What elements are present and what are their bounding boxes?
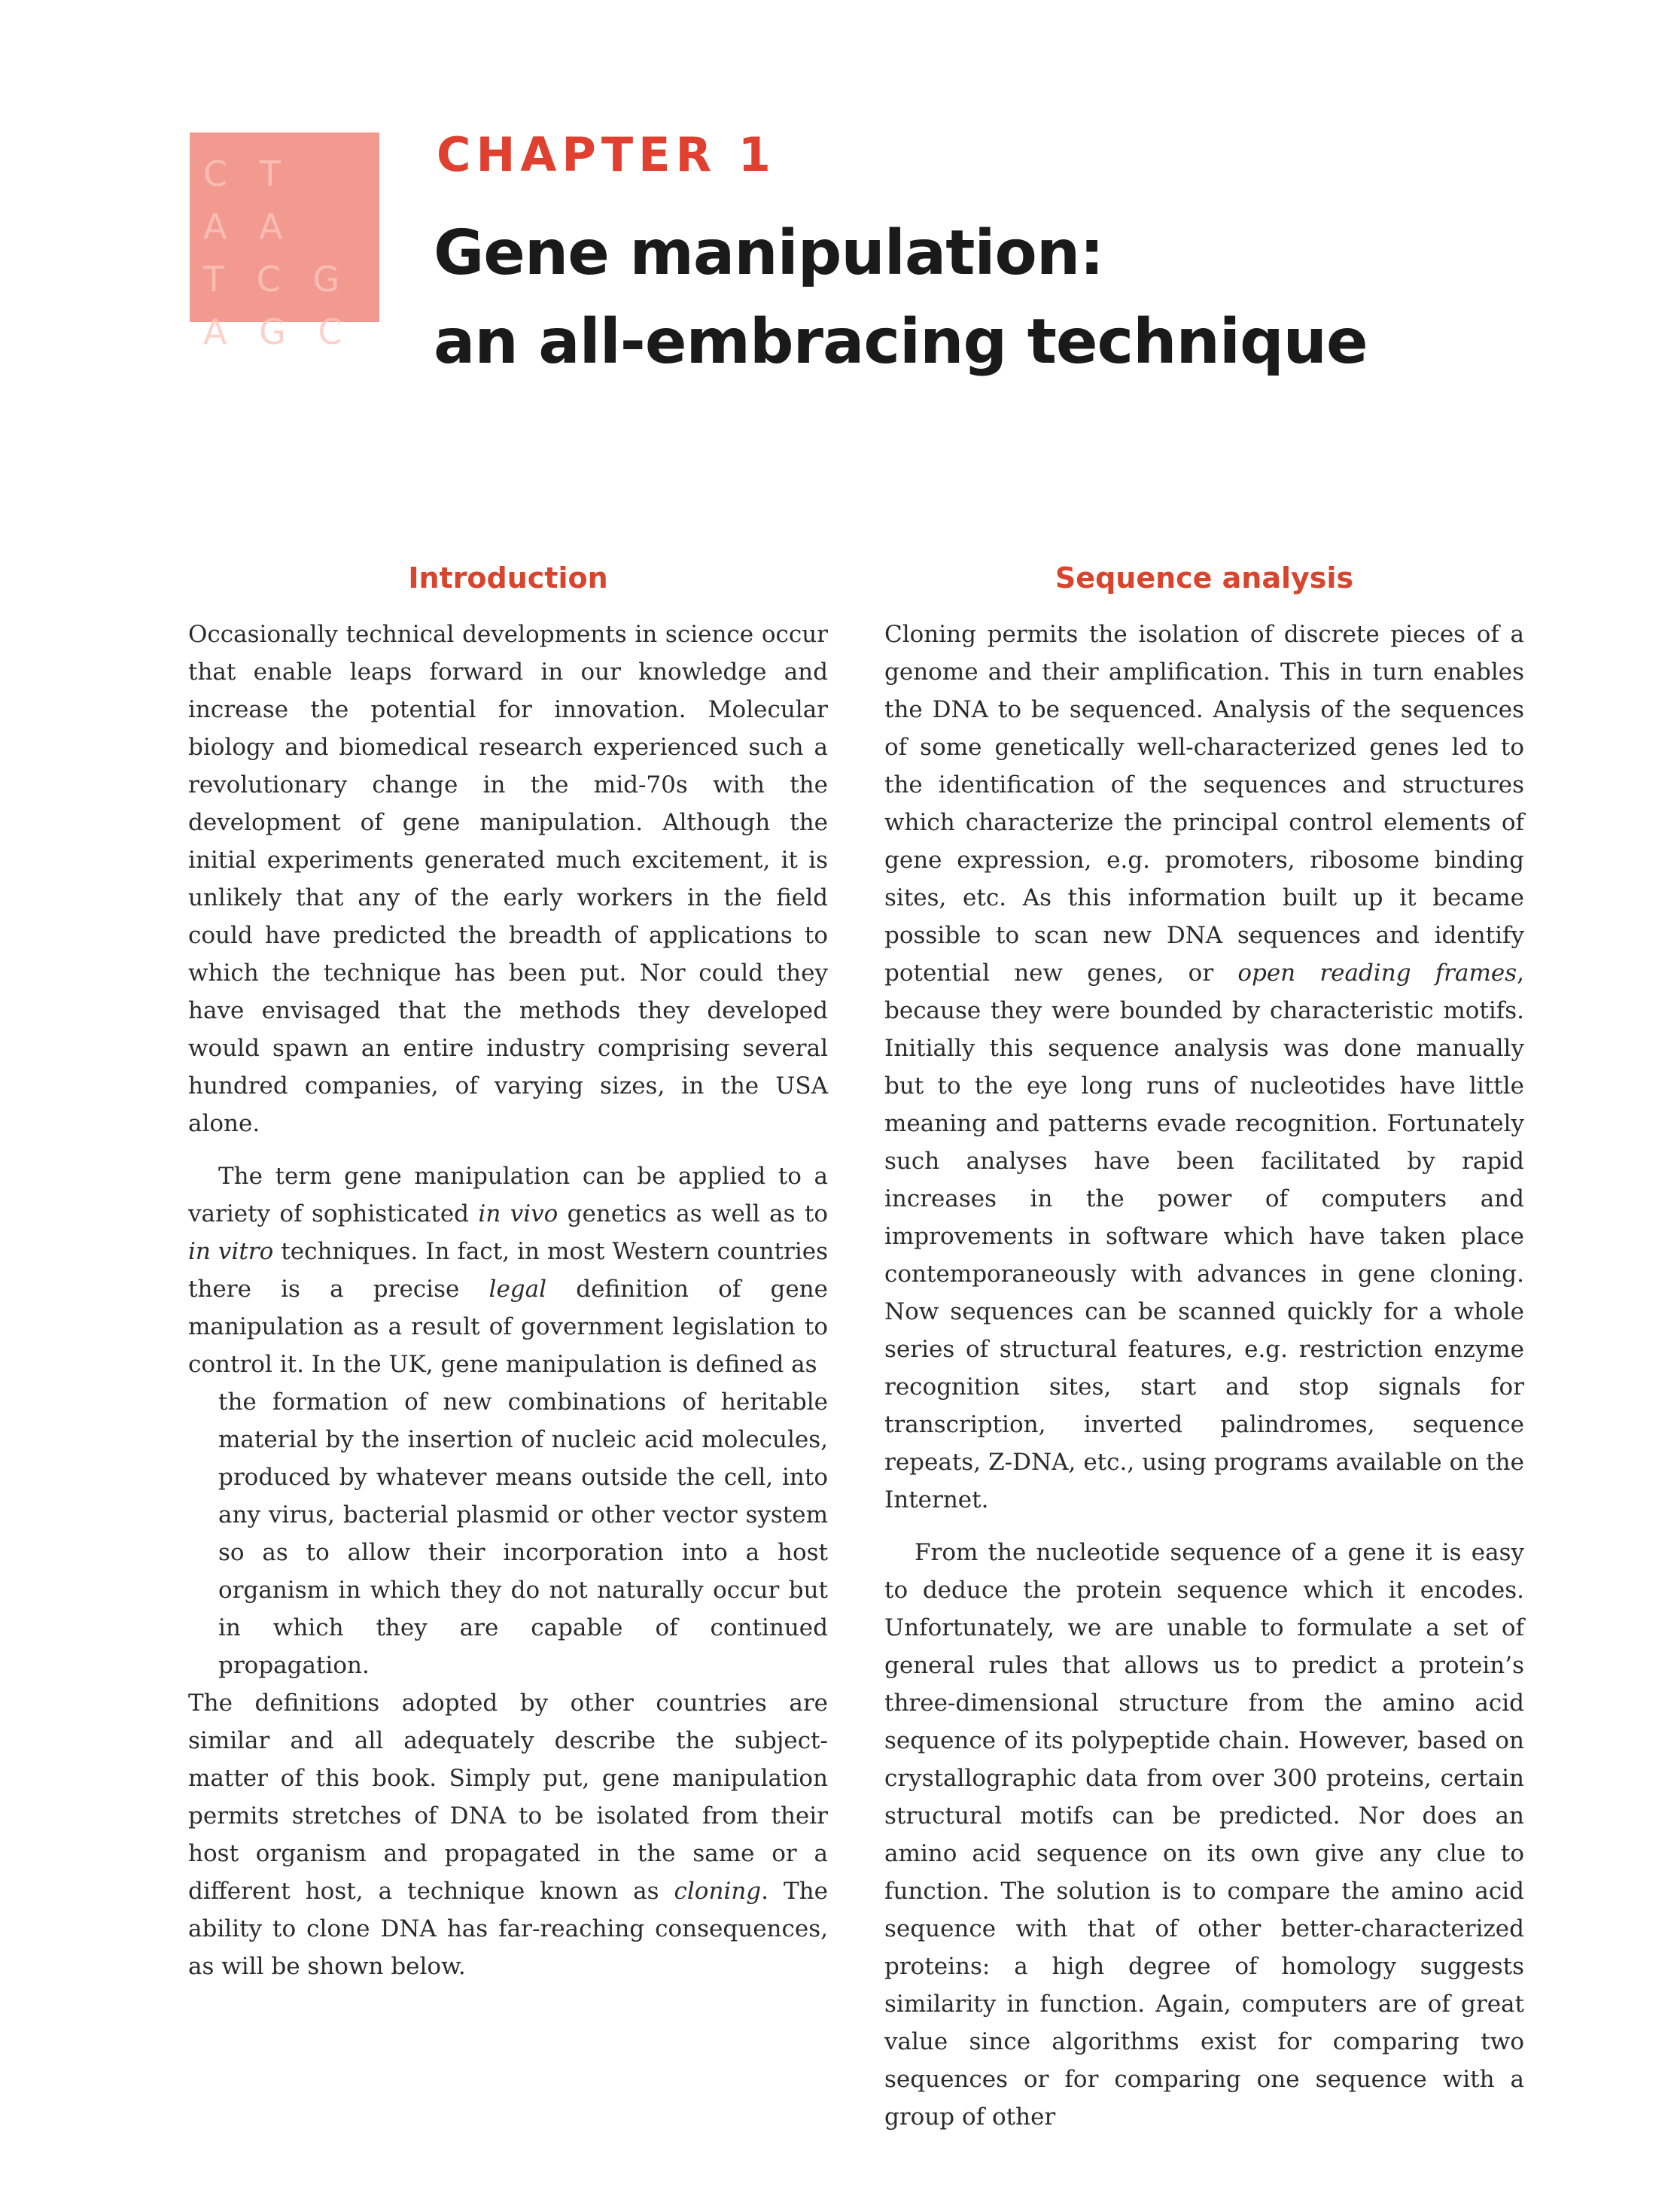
introduction-heading: Introduction xyxy=(408,561,608,595)
chapter-title-line-1: Gene manipulation: xyxy=(434,217,1104,289)
introduction-body xyxy=(188,616,828,1985)
text-run: , because they were bounded by characteristic motifs. Initially this sequence analysis was done manually but to the eye long runs of nucleotides have little meaning and patterns evade recognition. Fortunately such analyses have been facilitated by rapid increases in the power of computers and improvements in software which have taken place contemporaneously with advances in gene cloning. Now sequences can be scanned quickly for a whole series of structural features, e.g. restriction enzyme recognition sites, start and stop signals for transcription, inverted palindromes, sequence repeats, Z-DNA, etc., using programs available on the Internet. xyxy=(884,960,1524,1513)
text-run: . The ability to clone DNA has far-reaching consequences, as will be shown below. xyxy=(188,1878,828,1980)
definition-quote: the formation of new combinations of heritable material by the insertion of nucleic acid molecules, produced by whatever means outside the cell, into any virus, bacterial plasmid or other vector system so as to allow their incorporation into a host organism in which they do not naturally occur but in which they are capable of continued propagation. xyxy=(218,1389,828,1679)
chapter-title-line-2: an all-embracing technique xyxy=(434,306,1368,378)
sequence-analysis-heading: Sequence analysis xyxy=(1055,561,1354,595)
introduction-paragraph-3 xyxy=(188,1684,828,1985)
text-run: techniques. In fact, in most Western countries there is a precise xyxy=(188,1238,828,1303)
sequence-paragraph-2: From the nucleotide sequence of a gene it is easy to deduce the protein sequence which it encodes. Unfortunately, we are unable to formulate a set of general rules that allows us to predict a protein’s three-dimensional structure from the amino acid sequence of its polypeptide chain. However, based on crystallographic data from over 300 proteins, certain structural motifs can be predicted. Nor does an amino acid sequence on its own give any clue to function. The solution is to compare the amino acid sequence with that of other better-characterized proteins: a high degree of homology suggests similarity in function. Again, computers are of great value since algorithms exist for comparing two sequences or for comparing one sequence with a group of other xyxy=(884,1539,1524,2131)
italic-term-in-vitro: in vitro xyxy=(188,1238,274,1265)
text-run: Cloning permits the isolation of discrete pieces of a genome and their amplification. This in turn enables the DNA to be sequenced. Analysis of the sequences of some genetically well-characterized genes led to the identification of the sequences and structures which characterize the principal control elements of gene expression, e.g. promoters, ribosome binding sites, etc. As this information built up it became possible to scan new DNA sequences and identify potential new genes, or xyxy=(884,621,1524,987)
text-run: The term gene manipulation can be applied to a variety of sophisticated xyxy=(188,1163,828,1227)
text-run: The definitions adopted by other countries are similar and all adequately describe the subject-matter of this book. Simply put, gene manipulation permits stretches of DNA to be isolated from their host organism and propagated in the same or a different host, a technique known as xyxy=(188,1690,828,1905)
italic-term-cloning: cloning xyxy=(674,1878,762,1905)
dna-letters-graphic: C T A A T C G A G C xyxy=(203,154,353,352)
sequence-paragraph-1 xyxy=(884,616,1524,1519)
text-run: definition of gene manipulation as a result of government legislation to control it. In the UK, gene manipulation is defined as xyxy=(188,1276,828,1378)
italic-term-legal: legal xyxy=(488,1276,547,1303)
sequence-analysis-body xyxy=(884,616,1524,2136)
italic-term-open-reading-frames: open reading frames xyxy=(1237,960,1517,987)
italic-term-in-vivo: in vivo xyxy=(478,1200,558,1227)
introduction-section xyxy=(188,557,828,1985)
chapter-title xyxy=(434,209,1368,387)
introduction-paragraph-1: Occasionally technical developments in science occur that enable leaps forward in our knowledge and increase the potential for innovation. Molecular biology and biomedical research experienced such a revolutionary change in the mid-70s with the development of gene manipulation. Although the initial experiments generated much excitement, it is unlikely that any of the early workers in the field could have predicted the breadth of applications to which the technique has been put. Nor could they have envisaged that the methods they developed would spawn an entire industry comprising several hundred companies, of varying sizes, in the USA alone. xyxy=(188,621,828,1137)
chapter-label: CHAPTER 1 xyxy=(437,127,776,182)
sequence-analysis-section xyxy=(884,557,1524,2136)
chapter-decorative-square xyxy=(190,132,379,352)
text-run: genetics as well as to xyxy=(558,1200,828,1227)
introduction-paragraph-2 xyxy=(188,1157,828,1383)
